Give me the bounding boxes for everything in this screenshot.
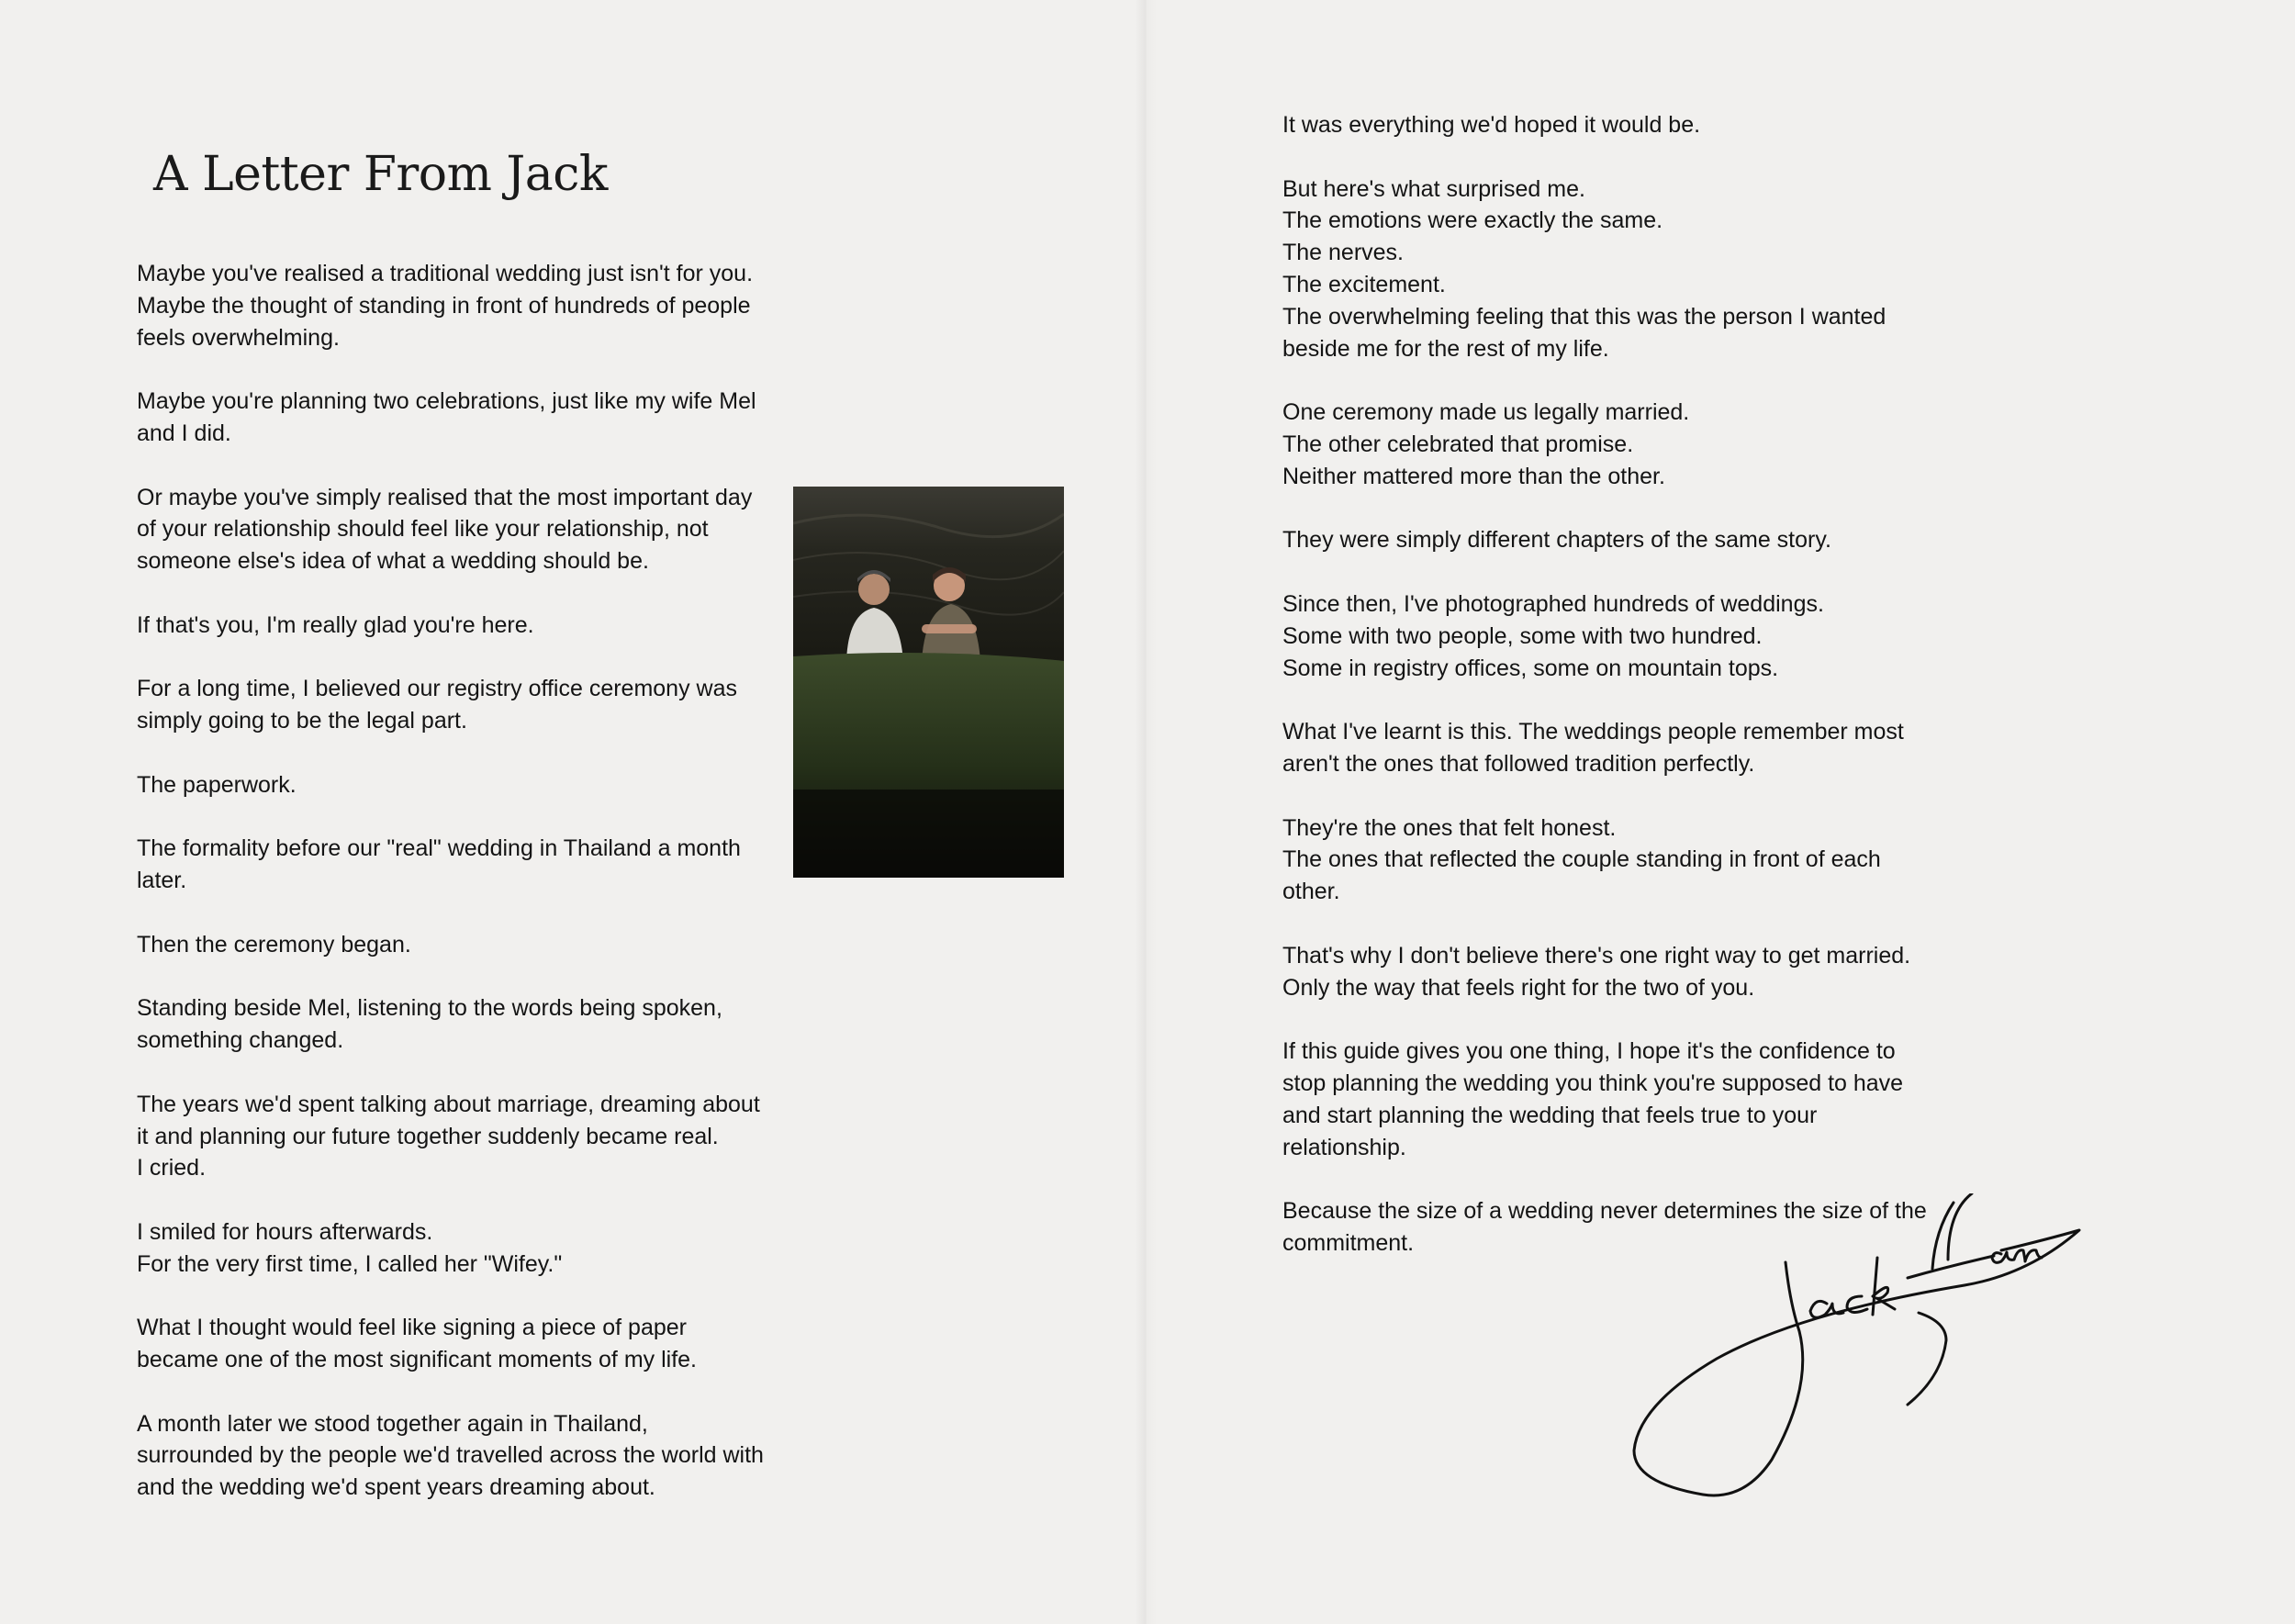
paragraph: Maybe you're planning two celebrations, just like my wife Mel and I did. bbox=[137, 388, 756, 446]
paragraph: They're the ones that felt honest. The ones that reflected the couple standing in front of each other. bbox=[1282, 814, 1881, 905]
paragraph: If that's you, I'm really glad you're here. bbox=[137, 611, 534, 638]
paragraph: Maybe you've realised a traditional wedding just isn't for you. Maybe the thought of standing in front of hundreds of people feels overwhelming. bbox=[137, 261, 754, 351]
paragraph: They were simply different chapters of the same story. bbox=[1282, 527, 1831, 554]
paragraph: The paperwork. bbox=[137, 771, 297, 798]
letter-column-right bbox=[1282, 109, 1980, 1291]
paragraph: What I thought would feel like signing a piece of paper became one of the most significant moments of my life. bbox=[137, 1315, 697, 1373]
signature bbox=[1616, 1193, 2093, 1506]
paragraph: Or maybe you've simply realised that the most important day of your relationship should feel like your relationship, not someone else's idea of what a wedding should be. bbox=[137, 484, 753, 575]
couple-photo-illustration bbox=[793, 487, 1064, 878]
paragraph: Because the size of a wedding never determines the size of the commitment. bbox=[1282, 1198, 1927, 1256]
paragraph: Standing beside Mel, listening to the words being spoken, something changed. bbox=[137, 995, 722, 1054]
paragraph: It was everything we'd hoped it would be. bbox=[1282, 112, 1701, 138]
paragraph: I smiled for hours afterwards. For the very first time, I called her "Wifey." bbox=[137, 1218, 563, 1277]
page-title: A Letter From Jack bbox=[153, 147, 608, 202]
paragraph: Then the ceremony began. bbox=[137, 931, 411, 958]
paragraph: What I've learnt is this. The weddings people remember most aren't the ones that followed tradition perfectly. bbox=[1282, 719, 1904, 777]
paragraph: That's why I don't believe there's one right way to get married. Only the way that feels right for the two of you. bbox=[1282, 942, 1911, 1001]
paragraph: But here's what surprised me. The emotions were exactly the same. The nerves. The excitement. The overwhelming feeling that this was the person I wanted beside me for the rest of my life. bbox=[1282, 175, 1886, 362]
paragraph: For a long time, I believed our registry office ceremony was simply going to be the legal part. bbox=[137, 676, 737, 734]
paragraph: If this guide gives you one thing, I hope it's the confidence to stop planning the wedding you think you're supposed to have and start planning the wedding that feels true to your relationship. bbox=[1282, 1038, 1904, 1160]
paragraph: One ceremony made us legally married. The other celebrated that promise. Neither mattered more than the other. bbox=[1282, 399, 1690, 489]
letter-column-left bbox=[137, 258, 821, 1536]
paragraph: A month later we stood together again in Thailand, surrounded by the people we'd travelled across the world with and the wedding we'd spent years dreaming about. bbox=[137, 1410, 764, 1501]
couple-photo bbox=[793, 487, 1064, 878]
paragraph: Since then, I've photographed hundreds of weddings. Some with two people, some with two hundred. Some in registry offices, some on mountain tops. bbox=[1282, 590, 1824, 681]
paragraph: The formality before our "real" wedding in Thailand a month later. bbox=[137, 835, 741, 894]
book-spine-gutter bbox=[1135, 0, 1157, 1624]
paragraph: The years we'd spent talking about marriage, dreaming about it and planning our future together suddenly became real. I cried. bbox=[137, 1091, 760, 1182]
